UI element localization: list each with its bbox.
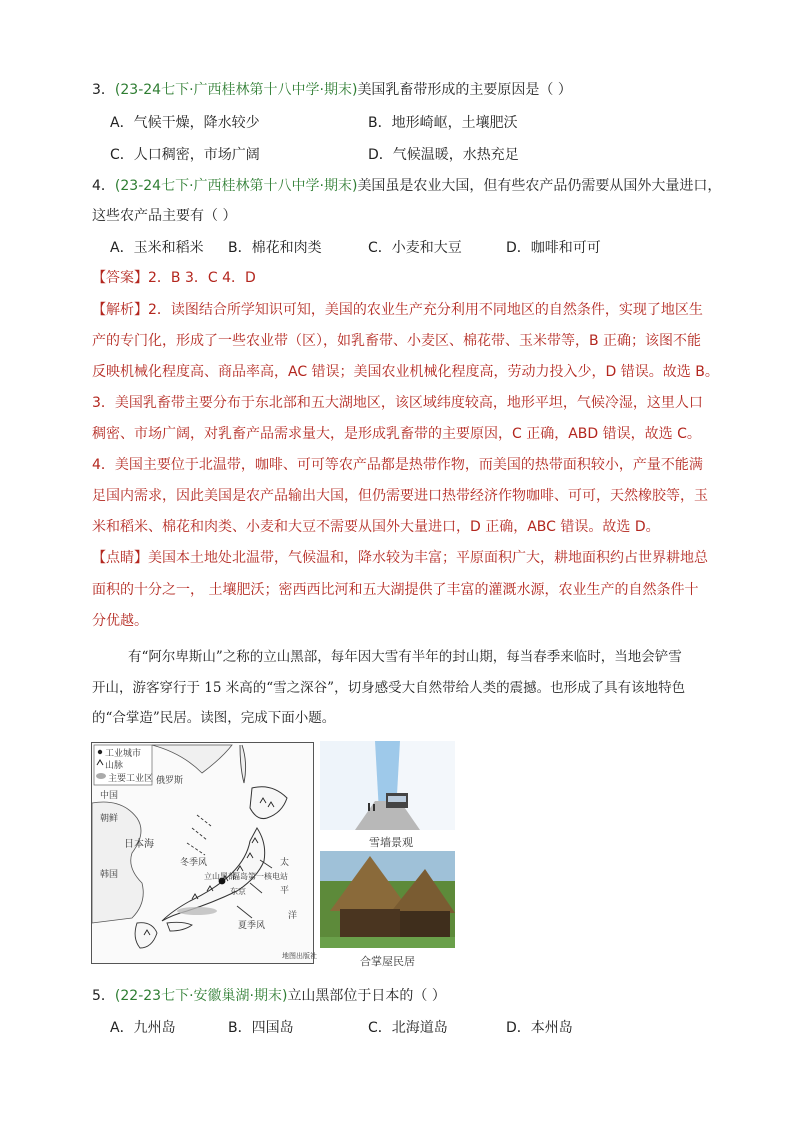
option-a: A．玉米和稻米 xyxy=(110,240,204,256)
option-b: B．四国岛 xyxy=(228,1020,294,1036)
option-d: D．咖啡和可可 xyxy=(506,240,601,256)
analysis-line-8: 米和稻米、棉花和肉类、小麦和大豆不需要从国外大量进口，D 正确，ABC 错误。故选 D。 xyxy=(92,519,660,535)
analysis-line-6: 4．美国主要位于北温带，咖啡、可可等农产品都是热带作物，而美国的热带面积较小，产量不能满 xyxy=(92,457,703,473)
photo-caption-gassho-house: 合掌屋民居 xyxy=(360,955,415,968)
option-a: A．九州岛 xyxy=(110,1020,176,1036)
analysis-line-2: 产的专门化，形成了一些农业带（区），如乳畜带、小麦区、棉花带、玉米带等，B 正确；该图不能 xyxy=(92,333,702,349)
option-c: C．人口稠密，市场广阔 xyxy=(110,147,260,163)
label-china: 中国 xyxy=(100,791,119,801)
label-pacific: 洋 xyxy=(288,911,298,921)
option-a: A．气候干燥，降水较少 xyxy=(110,115,260,131)
analysis-line-5: 稠密、市场广阔，对乳畜产品需求量大，是形成乳畜带的主要原因，C 正确，ABD 错误，故选 C。 xyxy=(92,426,701,442)
question-number: 4． xyxy=(92,178,115,194)
option-b: B．棉花和肉类 xyxy=(228,240,322,256)
legend-item-city: 工业城市 xyxy=(105,749,142,759)
passage-line-3: 的“合掌造”民居。读图，完成下面小题。 xyxy=(92,710,336,726)
comment-line-2: 面积的十分之一， 土壤肥沃；密西西比河和五大湖提供了丰富的灌溉水源，农业生产的自然条件十 xyxy=(92,582,699,598)
legend-item-industry: 主要工业区 xyxy=(108,774,154,784)
option-c: C．北海道岛 xyxy=(368,1020,448,1036)
question-number: 3． xyxy=(92,82,115,98)
question-text: 美国乳畜带形成的主要原因是（ ） xyxy=(357,82,572,98)
passage-line-2: 开山，游客穿行于 15 米高的“雪之深谷”，切身感受大自然带给人类的震撼。也形成了具有该地特色 xyxy=(92,680,686,696)
answer-line xyxy=(92,268,256,288)
question-source: (22-23七下·安徽巢湖·期末) xyxy=(114,988,288,1004)
label-pacific: 太 xyxy=(280,858,290,868)
label-tokyo: 东京 xyxy=(230,887,246,896)
analysis-label: 【解析】 xyxy=(92,302,148,318)
analysis-line-4: 3．美国乳畜带主要分布于东北部和五大湖地区，该区域纬度较高，地形平坦，气候冷湿，这里人口 xyxy=(92,395,703,411)
label-north-korea: 朝鲜 xyxy=(100,814,119,824)
question-4-stem-line2: 这些农产品主要有（ ） xyxy=(92,208,237,224)
label-fukushima: 福岛第一核电站 xyxy=(232,872,288,881)
question-source: (23-24七下·广西桂林第十八中学·期末) xyxy=(114,82,358,98)
photo-caption-snow-wall: 雪墙景观 xyxy=(369,836,413,849)
label-russia: 俄罗斯 xyxy=(156,776,184,786)
label-pacific: 平 xyxy=(280,886,290,896)
comment-line-1 xyxy=(92,548,708,568)
snow-wall-illustration xyxy=(320,741,455,830)
answer-text: 2．B 3．C 4．D xyxy=(148,270,256,286)
comment-line-3: 分优越。 xyxy=(92,613,148,629)
comment-label: 【点睛】 xyxy=(92,550,148,566)
gassho-house-illustration xyxy=(320,851,455,948)
passage-line-1: 有“阿尔卑斯山”之称的立山黑部，每年因大雪有半年的封山期，每当春季来临时，当地会铲雪 xyxy=(128,649,682,665)
question-3-stem xyxy=(92,80,572,100)
answer-label: 【答案】 xyxy=(92,270,148,286)
option-c: C．小麦和大豆 xyxy=(368,240,462,256)
japan-map xyxy=(91,742,317,964)
gassho-house-photo xyxy=(320,851,455,948)
option-b: B．地形崎岖，土壤肥沃 xyxy=(368,115,518,131)
question-5-stem xyxy=(92,986,446,1006)
legend-item-mountain: 山脉 xyxy=(105,761,124,771)
option-d: D．气候温暖，水热充足 xyxy=(368,147,519,163)
question-number: 5． xyxy=(92,988,115,1004)
label-south-korea: 韩国 xyxy=(100,870,119,880)
label-sea-of-japan: 日本海 xyxy=(124,839,154,850)
label-winter-monsoon: 冬季风 xyxy=(180,858,208,868)
analysis-line-7: 足国内需求，因此美国是农产品输出大国，但仍需要进口热带经济作物咖啡、可可，天然橡胶等，玉 xyxy=(92,488,708,504)
comment-text: 美国本土地处北温带，气候温和，降水较为丰富；平原面积广大，耕地面积约占世界耕地总 xyxy=(148,550,708,566)
option-d: D．本州岛 xyxy=(506,1020,573,1036)
question-source: (23-24七下·广西桂林第十八中学·期末) xyxy=(114,178,358,194)
analysis-line-3: 反映机械化程度高、商品率高，AC 错误；美国农业机械化程度高，劳动力投入少，D 错误。故选 B。 xyxy=(92,364,719,380)
label-summer-monsoon: 夏季风 xyxy=(238,921,266,931)
map-credit: 地图出版社 xyxy=(282,952,317,960)
snow-wall-photo xyxy=(320,741,455,830)
question-text: 美国虽是农业大国，但有些农产品仍需要从国外大量进口， xyxy=(357,178,722,194)
question-text: 立山黑部位于日本的（ ） xyxy=(287,988,446,1004)
analysis-line-1 xyxy=(92,300,703,320)
label-tateyama: 立山黑部 xyxy=(204,872,236,881)
question-4-stem xyxy=(92,176,721,196)
analysis-text: 2．读图结合所学知识可知，美国的农业生产充分利用不同地区的自然条件，实现了地区生 xyxy=(148,302,703,318)
